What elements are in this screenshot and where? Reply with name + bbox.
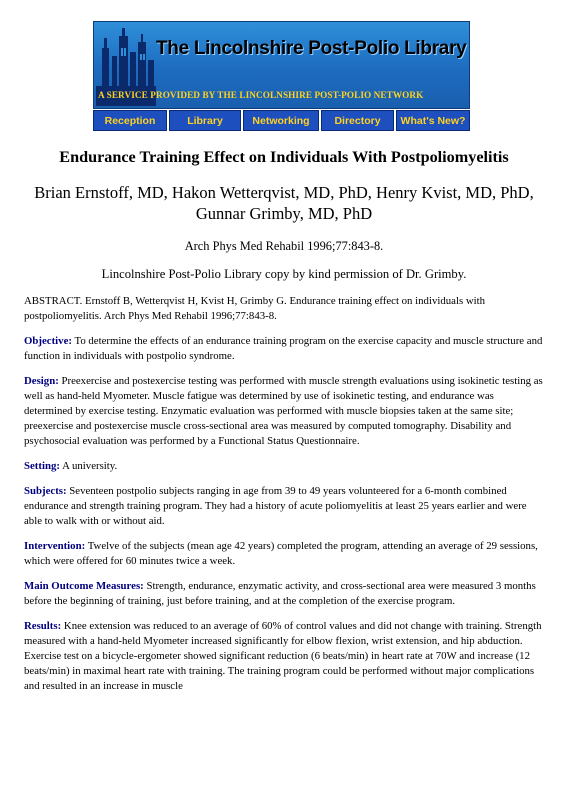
abstract-paragraph: ABSTRACT. Ernstoff B, Wetterqvist H, Kvist H, Grimby G. Endurance training effect on individuals with postpoliomyelitis. Arch Phys Med Rehabil 1996;77:843-8. [24,295,486,322]
section-label: Intervention: [24,540,86,552]
section-text: Seventeen postpolio subjects ranging in age from 39 to 49 years volunteered for a 6-month combined endurance and strength training program. They had a history of acute poliomyelitis at least 25 years earlier and were able to walk with or without aid. [24,485,527,527]
library-title: The Lincolnshire Post-Polio Library [156,38,467,59]
section-text: Strength, endurance, enzymatic activity, and cross-sectional area were measured 3 months before the beginning of training, just before training, and at the completion of the exercise program. [24,580,536,607]
library-subtitle: A SERVICE PROVIDED BY THE LINCOLNSHIRE POST-POLIO NETWORK [98,90,424,100]
section-label: Main Outcome Measures: [24,580,144,592]
nav-reception[interactable]: Reception [93,110,167,131]
nav-library[interactable]: Library [169,110,241,131]
section-text: Twelve of the subjects (mean age 42 years) completed the program, attending an average of 29 sessions, which were offered for 60 minutes twice a week. [24,540,538,567]
library-banner [93,21,470,131]
section-objective [24,334,544,364]
section-text: Preexercise and postexercise testing was performed with muscle strength evaluations using isokinetic testing as well as hand-held Myometer. Muscle fatigue was determined by use of isokinetic testing, and endurance was determined by exercise testing. Enzymatic evaluation was performed with muscle biopsies taken at the same site; preexercise and postexercise muscle cross-sectional area was measured by computed tomography. Disability and psychosocial evaluation was performed by a Functional Status Questionnaire. [24,375,543,447]
section-text: Knee extension was reduced to an average of 60% of control values and did not change with training. Strength measured with a hand-held Myometer increased significantly for elbow flexion, wrist extension, and hip abduction. Exercise test on a bicycle-ergometer showed significant reduction (6 beats/min) in heart rate at 70W and increase (12 beats/min) in maximal heart rate with training. The training program could be performed without major complications and resulted in an increase in muscle [24,620,542,692]
section-subjects [24,484,544,529]
article [24,147,544,694]
section-text: To determine the effects of an endurance training program on the exercise capacity and muscle structure and function in individuals with postpolio syndrome. [24,335,543,362]
section-label: Setting: [24,460,60,472]
section-label: Results: [24,620,62,632]
article-citation: Arch Phys Med Rehabil 1996;77:843-8. [184,239,384,253]
section-setting [24,459,544,474]
nav-directory[interactable]: Directory [321,110,394,131]
article-authors: Brian Ernstoff, MD, Hakon Wetterqvist, MD, PhD, Henry Kvist, MD, PhD, Gunnar Grimby, MD, PhD [34,183,534,223]
permission-note: Lincolnshire Post-Polio Library copy by kind permission of Dr. Grimby. [101,267,467,281]
section-design [24,374,544,449]
article-title: Endurance Training Effect on Individuals With Postpoliomyelitis [59,148,509,166]
section-text: A university. [60,460,118,472]
section-results [24,619,544,694]
section-label: Subjects: [24,485,67,497]
nav-networking[interactable]: Networking [243,110,319,131]
main-nav [93,110,470,131]
section-label: Design: [24,375,59,387]
section-label: Objective: [24,335,72,347]
section-intervention [24,539,544,569]
section-main-outcome-measures [24,579,544,609]
banner-header[interactable] [93,21,470,109]
nav-whats-new[interactable]: What's New? [396,110,470,131]
